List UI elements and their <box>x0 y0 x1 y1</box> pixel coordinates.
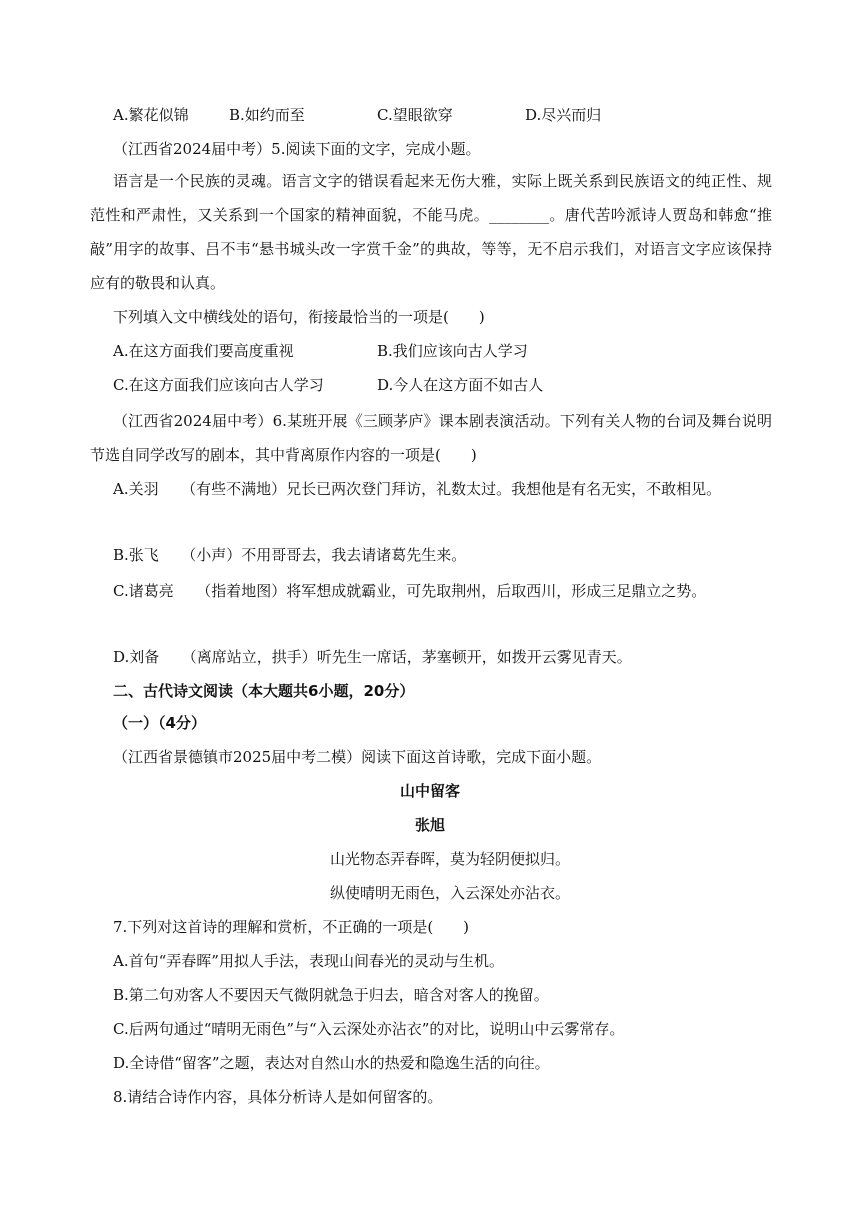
q7-option-c: C.后两句通过“晴明无雨色”与“入云深处亦沾衣”的对比，说明山中云雾常存。 <box>113 1020 625 1038</box>
q5-intro: （江西省2024届中考）5.阅读下面的文字，完成小题。 <box>113 140 481 158</box>
q6-option-c: C.诸葛亮 （指着地图）将军想成就霸业，可先取荆州，后取西川，形成三足鼎立之势。 <box>113 582 707 600</box>
q4-options-row <box>113 104 601 126</box>
q5-option-b: B.我们应该向古人学习 <box>377 342 528 360</box>
q5-question: 下列填入文中横线处的语句，衔接最恰当的一项是( ) <box>113 308 485 326</box>
q4-option-d: D.尽兴而归 <box>525 106 602 124</box>
q5-options-row-1 <box>113 340 528 362</box>
q5-passage: 语言是一个民族的灵魂。语言文字的错误看起来无伤大雅，实际上既关系到民族语文的纯正性、规范性和严肃性，又关系到一个国家的精神面貌，不能马虎。________。唐代苦吟派诗人贾岛和韩愈“推敲”用字的故事、吕不韦“悬书城头改一字赏千金”的典故，等等，无不启示我们，对语言文字应该保持应有的敬畏和认真。 <box>90 172 772 292</box>
q6-option-b: B.张飞 （小声）不用哥哥去，我去请诸葛先生来。 <box>113 546 467 564</box>
poem-title: 山中留客 <box>399 782 460 800</box>
q7-option-d: D.全诗借“留客”之题，表达对自然山水的热爱和隐逸生活的向往。 <box>113 1054 550 1072</box>
q6-option-d: D.刘备 （离席站立，拱手）听先生一席话，茅塞顿开，如拨开云雾见青天。 <box>113 648 632 666</box>
q6-intro: （江西省2024届中考）6.某班开展《三顾茅庐》课本剧表演活动。下列有关人物的台词及舞台说明节选自同学改写的剧本，其中背离原作内容的一项是( ) <box>90 412 772 464</box>
poem-line-2: 纵使晴明无雨色，入云深处亦沾衣。 <box>329 884 570 902</box>
subsection-heading: （一）（4分） <box>113 714 206 732</box>
q5-option-d: D.今人在这方面不如古人 <box>377 376 544 394</box>
q4-option-a: A.繁花似锦 <box>113 106 189 124</box>
q5-option-c: C.在这方面我们应该向古人学习 <box>113 376 324 394</box>
poem-line-1: 山光物态弄春晖，莫为轻阴便拟归。 <box>329 850 570 868</box>
q8-question: 8.请结合诗作内容，具体分析诗人是如何留客的。 <box>113 1088 443 1106</box>
q4-option-c: C.望眼欲穿 <box>377 106 453 124</box>
section2-intro: （江西省景德镇市2025届中考二模）阅读下面这首诗歌，完成下面小题。 <box>113 748 602 766</box>
q5-options-row-2 <box>113 374 543 396</box>
q7-option-b: B.第二句劝客人不要因天气微阴就急于归去，暗含对客人的挽留。 <box>113 986 549 1004</box>
q4-option-b: B.如约而至 <box>229 106 305 124</box>
q7-question: 7.下列对这首诗的理解和赏析，不正确的一项是( ) <box>113 918 470 936</box>
q5-option-a: A.在这方面我们要高度重视 <box>113 342 294 360</box>
section-heading: 二、古代诗文阅读（本大题共6小题，20分） <box>113 682 415 700</box>
q6-option-a: A.关羽 （有些不满地）兄长已两次登门拜访，礼数太过。我想他是有名无实，不敢相见。 <box>113 480 722 498</box>
poem-author: 张旭 <box>414 816 445 834</box>
q7-option-a: A.首句“弄春晖”用拟人手法，表现山间春光的灵动与生机。 <box>113 952 504 970</box>
